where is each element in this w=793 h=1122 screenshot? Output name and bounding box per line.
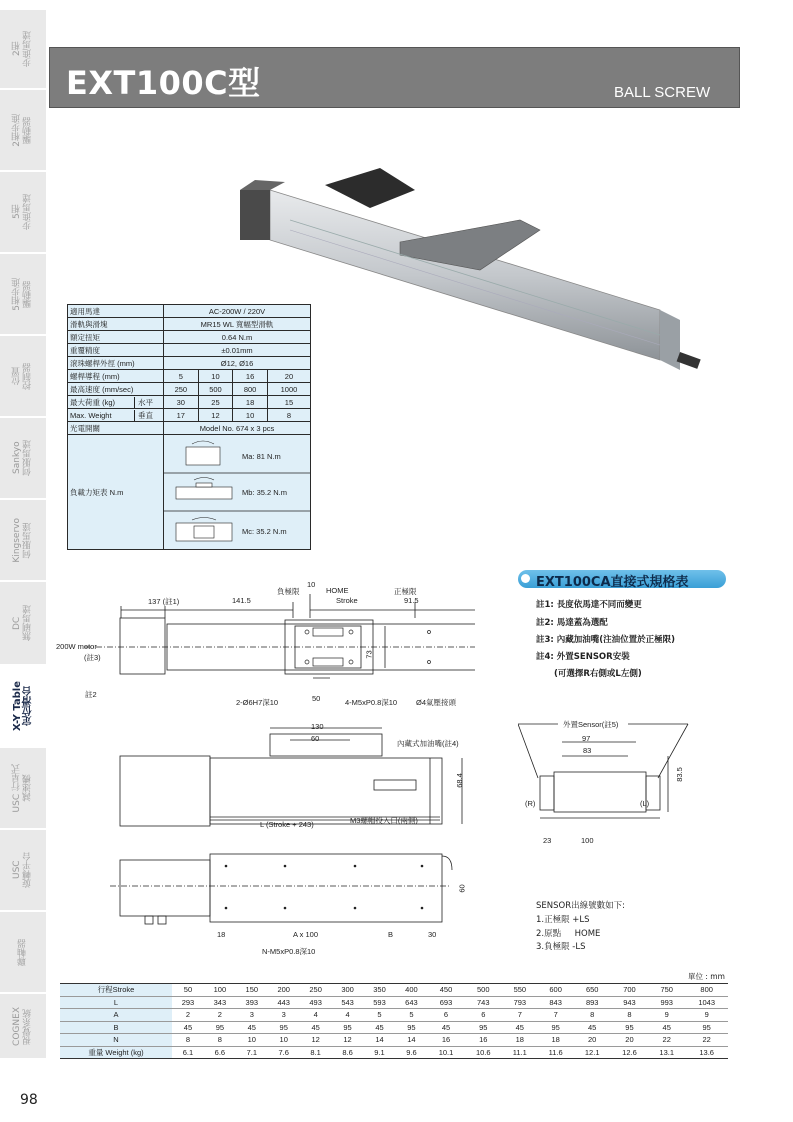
max-load-v-label: 垂直 xyxy=(134,410,153,421)
spec-label: 螺桿導程 (mm) xyxy=(68,370,164,383)
spec-value: Ø12, Ø16 xyxy=(164,357,311,370)
spec-label: 滑軌與滑塊 xyxy=(68,318,164,331)
page-subtitle: BALL SCREW xyxy=(614,84,711,101)
sidebar-tab[interactable] xyxy=(0,90,46,172)
table-cell: 9 xyxy=(648,1009,685,1022)
row-label: 重量 Weight (kg) xyxy=(60,1046,172,1059)
spec-value: ±0.01mm xyxy=(164,344,311,357)
table-cell: 343 xyxy=(204,996,236,1009)
spec-value: 1000 xyxy=(267,383,310,396)
spec-row xyxy=(68,370,311,383)
table-cell: 6 xyxy=(465,1009,502,1022)
dim-60-bottom: 60 xyxy=(457,884,467,893)
table-cell: 443 xyxy=(268,996,300,1009)
row-label: B xyxy=(60,1021,172,1034)
spec-label: 光電開關 xyxy=(68,422,164,435)
table-cell: 993 xyxy=(648,996,685,1009)
note-1: 註1: 長度依馬達不同而變更 xyxy=(536,600,642,610)
sidebar-tab-label: 聯軸器 xyxy=(17,938,28,966)
spec-value: 16 xyxy=(233,370,268,383)
table-cell: 300 xyxy=(332,984,364,997)
spec-value: 20 xyxy=(267,370,310,383)
table-cell: 22 xyxy=(648,1034,685,1047)
table-cell: 843 xyxy=(538,996,574,1009)
sidebar-tab-label: 5相 步進馬達 xyxy=(12,194,33,230)
table-cell: 10 xyxy=(236,1034,268,1047)
spec-value: 25 xyxy=(198,396,233,409)
pos-limit-label: 正極限 xyxy=(394,587,417,596)
spec-row xyxy=(68,318,311,331)
table-cell: 45 xyxy=(574,1021,611,1034)
side-view-drawing xyxy=(110,720,480,830)
sidebar-tab[interactable] xyxy=(0,582,46,666)
dim-684: 68.4 xyxy=(454,773,464,788)
oil-in-label: 內藏式加油嘴(註4) xyxy=(397,739,459,748)
table-cell: 95 xyxy=(204,1021,236,1034)
table-cell: 800 xyxy=(685,984,728,997)
moment-diagrams xyxy=(164,435,310,549)
length-label: L (Stroke + 243) xyxy=(260,820,314,829)
table-cell: 5 xyxy=(364,1009,396,1022)
table-cell: 643 xyxy=(395,996,427,1009)
table-cell: 22 xyxy=(685,1034,728,1047)
table-cell: 95 xyxy=(395,1021,427,1034)
table-cell: 12 xyxy=(332,1034,364,1047)
table-cell: 20 xyxy=(574,1034,611,1047)
l-label: (L) xyxy=(640,799,650,808)
spec-value: 500 xyxy=(198,383,233,396)
spec-value: 10 xyxy=(233,409,268,422)
table-cell: 9 xyxy=(685,1009,728,1022)
table-cell: 45 xyxy=(364,1021,396,1034)
dim-ax100: A x 100 xyxy=(293,930,319,939)
r-label: (R) xyxy=(525,799,536,808)
table-cell: 12 xyxy=(300,1034,332,1047)
dim-10: 10 xyxy=(307,580,316,589)
spec-row xyxy=(68,422,311,435)
sidebar-tab[interactable] xyxy=(0,418,46,500)
sidebar-tab[interactable] xyxy=(0,748,46,830)
dim-97: 97 xyxy=(582,734,591,743)
spec-label: 重覆精度 xyxy=(68,344,164,357)
page-title: EXT100C型 xyxy=(66,64,261,102)
m5-label: 4-M5xP0.8深10 xyxy=(345,698,398,707)
spec-value: 800 xyxy=(233,383,268,396)
nm5-label: N-M5xP0.8深10 xyxy=(262,947,316,956)
table-cell: 893 xyxy=(574,996,611,1009)
stroke-label: Stroke xyxy=(336,596,358,605)
row-label: 行程Stroke xyxy=(60,984,172,997)
sidebar-tab-label: DC 無刷馬達 xyxy=(12,605,33,641)
row-label: L xyxy=(60,996,172,1009)
table-row xyxy=(60,1009,728,1022)
table-cell: 743 xyxy=(465,996,502,1009)
table-cell: 14 xyxy=(395,1034,427,1047)
table-cell: 10.6 xyxy=(465,1046,502,1059)
spec-value: 12 xyxy=(198,409,233,422)
row-label: N xyxy=(60,1034,172,1047)
table-cell: 600 xyxy=(538,984,574,997)
table-cell: 3 xyxy=(236,1009,268,1022)
table-cell: 95 xyxy=(465,1021,502,1034)
end-view-drawing xyxy=(518,716,718,846)
table-cell: 45 xyxy=(172,1021,204,1034)
sidebar-tab-label: Kingservo 伺服馬達 xyxy=(12,517,33,563)
table-cell: 550 xyxy=(502,984,538,997)
table-cell: 793 xyxy=(502,996,538,1009)
sidebar-tab-label: 位置 控制器 xyxy=(12,362,33,390)
table-cell: 393 xyxy=(236,996,268,1009)
sidebar-tab-label: X-Y Table 定位滑台 xyxy=(12,681,34,731)
table-cell: 95 xyxy=(268,1021,300,1034)
spec-row xyxy=(68,383,311,396)
note-4: 註4: 外置SENSOR安裝 xyxy=(536,652,630,662)
dim-23: 23 xyxy=(543,836,552,845)
spec-row xyxy=(68,331,311,344)
dim-130: 130 xyxy=(311,722,324,731)
sidebar-tab-label: USC 行星式 減速機 xyxy=(12,763,33,813)
table-cell: 750 xyxy=(648,984,685,997)
table-cell: 350 xyxy=(364,984,396,997)
sidebar-tab[interactable] xyxy=(0,830,46,912)
dim-30: 30 xyxy=(428,930,437,939)
page-number: 98 xyxy=(20,1092,38,1108)
dim-50: 50 xyxy=(312,694,321,703)
table-cell: 450 xyxy=(427,984,464,997)
table-cell: 150 xyxy=(236,984,268,997)
max-weight-label: Max. Weight xyxy=(70,410,112,420)
spec-value: 0.64 N.m xyxy=(164,331,311,344)
spec-label: 負載力矩表 N.m xyxy=(68,435,164,550)
table-cell: 18 xyxy=(538,1034,574,1047)
note-2: 註2: 馬達蓋為選配 xyxy=(536,618,608,628)
spec-value: 30 xyxy=(164,396,199,409)
table-cell: 700 xyxy=(611,984,648,997)
spec-value: MR15 WL 寬幅型滑軌 xyxy=(164,318,311,331)
sidebar-tab-label: 2相步進 驅動器 xyxy=(12,113,33,147)
note-3: 註3: 內藏加油嘴(注油位置於正極限) xyxy=(536,635,676,645)
bottom-view-drawing xyxy=(110,846,480,926)
moment-mb: Mb: 35.2 N.m xyxy=(242,488,288,497)
spec-label: 適用馬達 xyxy=(68,305,164,318)
table-cell: 500 xyxy=(465,984,502,997)
table-cell: 45 xyxy=(502,1021,538,1034)
spec-row xyxy=(68,357,311,370)
table-cell: 7 xyxy=(538,1009,574,1022)
spec-value: 18 xyxy=(233,396,268,409)
table-cell: 10 xyxy=(268,1034,300,1047)
table-cell: 95 xyxy=(611,1021,648,1034)
table-cell: 400 xyxy=(395,984,427,997)
end-view-title: 外置Sensor(註5) xyxy=(563,720,619,729)
spec-value: 250 xyxy=(164,383,199,396)
table-cell: 8.1 xyxy=(300,1046,332,1059)
table-row xyxy=(60,984,728,997)
dim-835: 83.5 xyxy=(674,767,684,782)
spec-label: 額定扭矩 xyxy=(68,331,164,344)
spec-value: 8 xyxy=(267,409,310,422)
sensor-wiring-title: SENSOR出線號數如下: xyxy=(536,901,625,911)
table-row xyxy=(60,1021,728,1034)
bullet-icon xyxy=(521,574,530,583)
table-cell: 100 xyxy=(204,984,236,997)
motor-label: 200W motor xyxy=(56,642,97,651)
table-cell: 12.6 xyxy=(611,1046,648,1059)
spec-value: 5 xyxy=(164,370,199,383)
sidebar-tab-label: 5相步進 驅動器 xyxy=(12,277,33,311)
dim-b: B xyxy=(388,930,394,939)
table-cell: 16 xyxy=(465,1034,502,1047)
sidebar-tab-label: USC 旋轉平台 xyxy=(12,852,33,888)
neg-limit-label: 負極限 xyxy=(277,587,300,596)
spec-label: 滾珠螺桿外徑 (mm) xyxy=(68,357,164,370)
table-cell: 8.6 xyxy=(332,1046,364,1059)
motor-note: (註3) xyxy=(84,653,101,662)
oil-fitting-label: Ø4氣壓接頭 xyxy=(416,698,457,707)
table-cell: 45 xyxy=(427,1021,464,1034)
moment-ma: Ma: 81 N.m xyxy=(242,452,281,461)
table-cell: 9.6 xyxy=(395,1046,427,1059)
table-cell: 1043 xyxy=(685,996,728,1009)
spec-row xyxy=(68,409,311,422)
table-cell: 4 xyxy=(300,1009,332,1022)
table-cell: 95 xyxy=(332,1021,364,1034)
table-cell: 95 xyxy=(538,1021,574,1034)
sensor-wiring-item: 2.原點 HOME xyxy=(536,929,601,939)
note-5: (可選擇R右側或L左側) xyxy=(554,669,642,679)
sidebar-tab[interactable] xyxy=(0,254,46,336)
sidebar-tab[interactable] xyxy=(0,10,46,90)
table-cell: 493 xyxy=(300,996,332,1009)
table-cell: 12.1 xyxy=(574,1046,611,1059)
table-cell: 9.1 xyxy=(364,1046,396,1059)
unit-label: 單位 : mm xyxy=(688,972,725,981)
table-cell: 650 xyxy=(574,984,611,997)
table-cell: 6.6 xyxy=(204,1046,236,1059)
m3-label: M3螺帽投入口(兩側) xyxy=(350,816,418,825)
table-cell: 11.1 xyxy=(502,1046,538,1059)
table-cell: 943 xyxy=(611,996,648,1009)
table-cell: 45 xyxy=(648,1021,685,1034)
dim-137: 137 (註1) xyxy=(148,597,180,606)
note2-label: 註2 xyxy=(85,690,97,699)
dim-73: 73 xyxy=(364,650,374,659)
table-cell: 693 xyxy=(427,996,464,1009)
moment-cell xyxy=(164,435,311,550)
table-cell: 2 xyxy=(204,1009,236,1022)
table-cell: 2 xyxy=(172,1009,204,1022)
table-cell: 95 xyxy=(685,1021,728,1034)
table-cell: 8 xyxy=(204,1034,236,1047)
sidebar-tab-label: 2相 步進馬達 xyxy=(12,31,33,67)
table-cell: 20 xyxy=(611,1034,648,1047)
table-cell: 7 xyxy=(502,1009,538,1022)
table-cell: 50 xyxy=(172,984,204,997)
table-cell: 18 xyxy=(502,1034,538,1047)
spec-label: 最高速度 (mm/sec) xyxy=(68,383,164,396)
table-row xyxy=(60,1046,728,1059)
dim-141: 141.5 xyxy=(232,596,251,605)
dim-91: 91.5 xyxy=(404,596,419,605)
sensor-wiring-item: 1.正極限 +LS xyxy=(536,915,590,925)
table-cell: 13.6 xyxy=(685,1046,728,1059)
table-cell: 250 xyxy=(300,984,332,997)
table-cell: 45 xyxy=(236,1021,268,1034)
table-cell: 11.6 xyxy=(538,1046,574,1059)
table-cell: 293 xyxy=(172,996,204,1009)
spec-row xyxy=(68,305,311,318)
sidebar-tab[interactable] xyxy=(0,500,46,582)
table-cell: 13.1 xyxy=(648,1046,685,1059)
table-cell: 14 xyxy=(364,1034,396,1047)
spec-label xyxy=(68,409,164,422)
table-cell: 5 xyxy=(395,1009,427,1022)
table-cell: 3 xyxy=(268,1009,300,1022)
spec-label xyxy=(68,396,164,409)
section-title: EXT100CA直接式規格表 xyxy=(536,575,689,590)
max-load-label: 最大荷重 (kg) xyxy=(70,397,115,407)
table-row xyxy=(60,1034,728,1047)
spec-value: 10 xyxy=(198,370,233,383)
sidebar-tab-label: Sankyo 伺服馬達 xyxy=(12,440,33,476)
category-sidebar xyxy=(0,0,48,1060)
dim-18: 18 xyxy=(217,930,226,939)
max-load-h-label: 水平 xyxy=(134,397,153,408)
spec-value: 15 xyxy=(267,396,310,409)
spec-row xyxy=(68,344,311,357)
row-label: A xyxy=(60,1009,172,1022)
table-cell: 543 xyxy=(332,996,364,1009)
table-cell: 8 xyxy=(574,1009,611,1022)
spec-table xyxy=(67,304,311,550)
dim-83: 83 xyxy=(583,746,592,755)
table-cell: 593 xyxy=(364,996,396,1009)
table-cell: 4 xyxy=(332,1009,364,1022)
sensor-wiring-item: 3.負極限 -LS xyxy=(536,942,586,952)
spec-row xyxy=(68,396,311,409)
sidebar-tab[interactable] xyxy=(0,666,46,748)
table-cell: 10.1 xyxy=(427,1046,464,1059)
spec-row xyxy=(68,435,311,550)
table-cell: 8 xyxy=(611,1009,648,1022)
table-cell: 16 xyxy=(427,1034,464,1047)
table-cell: 6 xyxy=(427,1009,464,1022)
dim-60-side: 60 xyxy=(311,734,320,743)
moment-mc: Mc: 35.2 N.m xyxy=(242,527,287,536)
dim-100: 100 xyxy=(581,836,594,845)
spec-value: 17 xyxy=(164,409,199,422)
sidebar-tab[interactable] xyxy=(0,336,46,418)
sidebar-tab-label: COGNEX 視覺系統 xyxy=(12,1006,33,1046)
spec-value: Model No. 674 x 3 pcs xyxy=(164,422,311,435)
holes-label: 2-Ø6H7深10 xyxy=(236,698,279,707)
table-cell: 8 xyxy=(172,1034,204,1047)
spec-value: AC-200W / 220V xyxy=(164,305,311,318)
table-row xyxy=(60,996,728,1009)
table-cell: 7.1 xyxy=(236,1046,268,1059)
table-cell: 6.1 xyxy=(172,1046,204,1059)
stroke-table xyxy=(60,983,728,1059)
sidebar-tab[interactable] xyxy=(0,994,46,1060)
sidebar-tab[interactable] xyxy=(0,912,46,994)
sidebar-tab[interactable] xyxy=(0,172,46,254)
home-label: HOME xyxy=(326,586,349,595)
table-cell: 7.6 xyxy=(268,1046,300,1059)
table-cell: 45 xyxy=(300,1021,332,1034)
table-cell: 200 xyxy=(268,984,300,997)
